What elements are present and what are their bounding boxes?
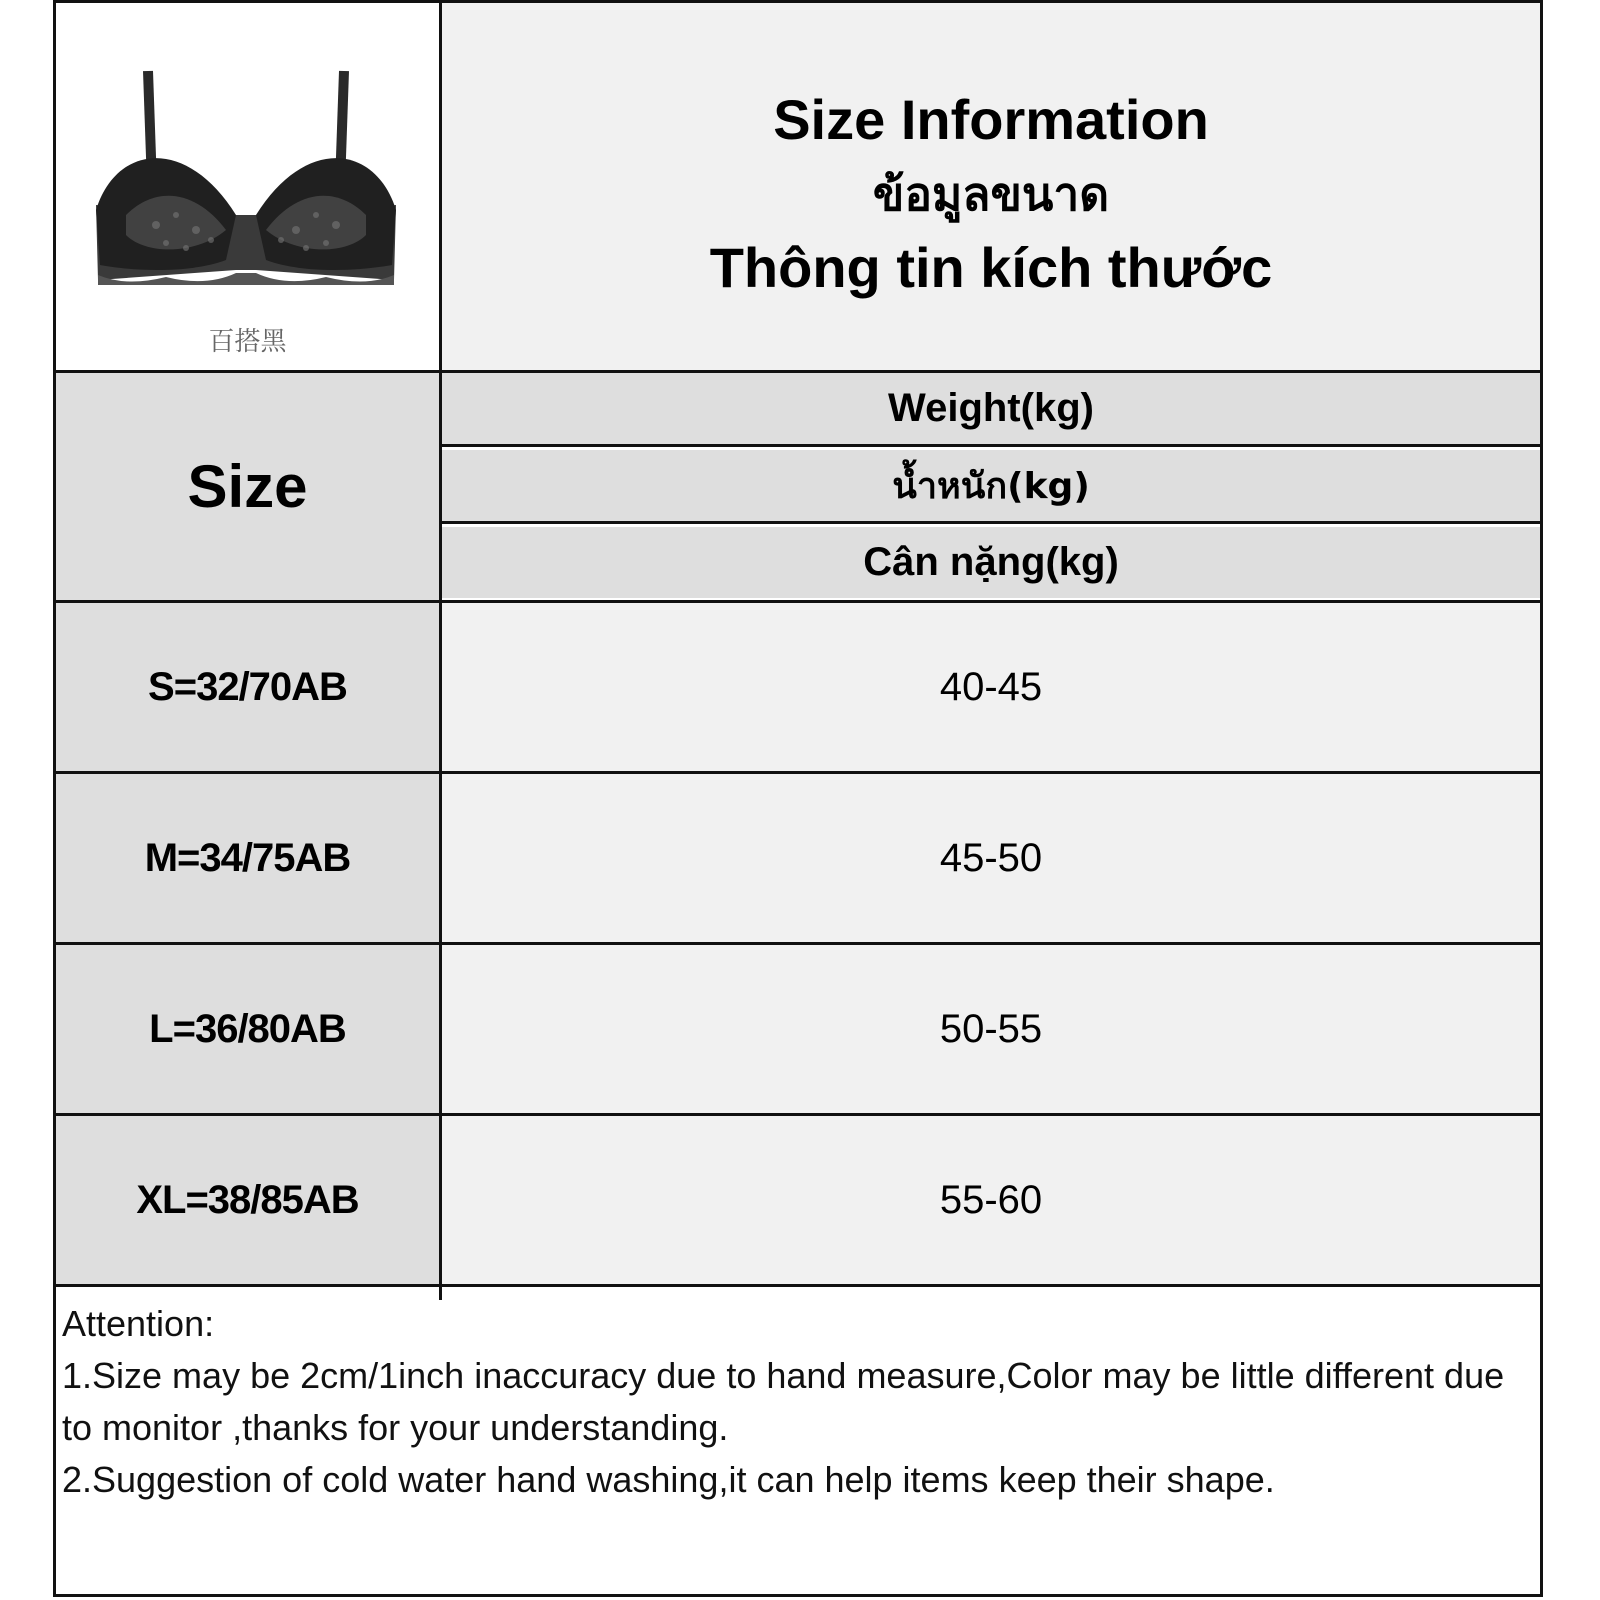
weight-header-en: Weight(kg) [442,373,1540,444]
black-lace-bra-image [86,65,406,305]
page-title-en: Size Information [773,88,1209,151]
size-chart-table [53,0,1543,1597]
page-title-vi: Thông tin kích thước [709,236,1273,299]
product-color-label: 百搭黑 [208,327,287,357]
attention-notes [62,1298,1522,1506]
row-divider [442,521,1540,524]
weight-header-vi: Cân nặng(kg) [442,527,1540,598]
weight-cell-l: 50-55 [442,945,1540,1113]
size-cell-l: L=36/80AB [56,945,439,1113]
notes-line-2: 2.Suggestion of cold water hand washing,it can help items keep their shape. [62,1459,1275,1500]
product-image-cell [56,3,439,370]
row-divider [56,1284,1540,1287]
weight-cell-m: 45-50 [442,774,1540,942]
size-cell-s: S=32/70AB [56,603,439,771]
page-title-th: ข้อมูลขนาด [872,167,1110,221]
title-cell [442,3,1540,370]
size-column-header: Size [56,373,439,600]
row-divider [442,444,1540,447]
weight-cell-xl: 55-60 [442,1116,1540,1284]
notes-line-1: 1.Size may be 2cm/1inch inaccuracy due to hand measure,Color may be little different due to monitor ,thanks for your understanding. [62,1355,1505,1448]
weight-cell-s: 40-45 [442,603,1540,771]
size-cell-m: M=34/75AB [56,774,439,942]
size-cell-xl: XL=38/85AB [56,1116,439,1284]
weight-header-th: น้ำหนัก(kg) [442,450,1540,521]
notes-heading: Attention: [62,1303,215,1344]
